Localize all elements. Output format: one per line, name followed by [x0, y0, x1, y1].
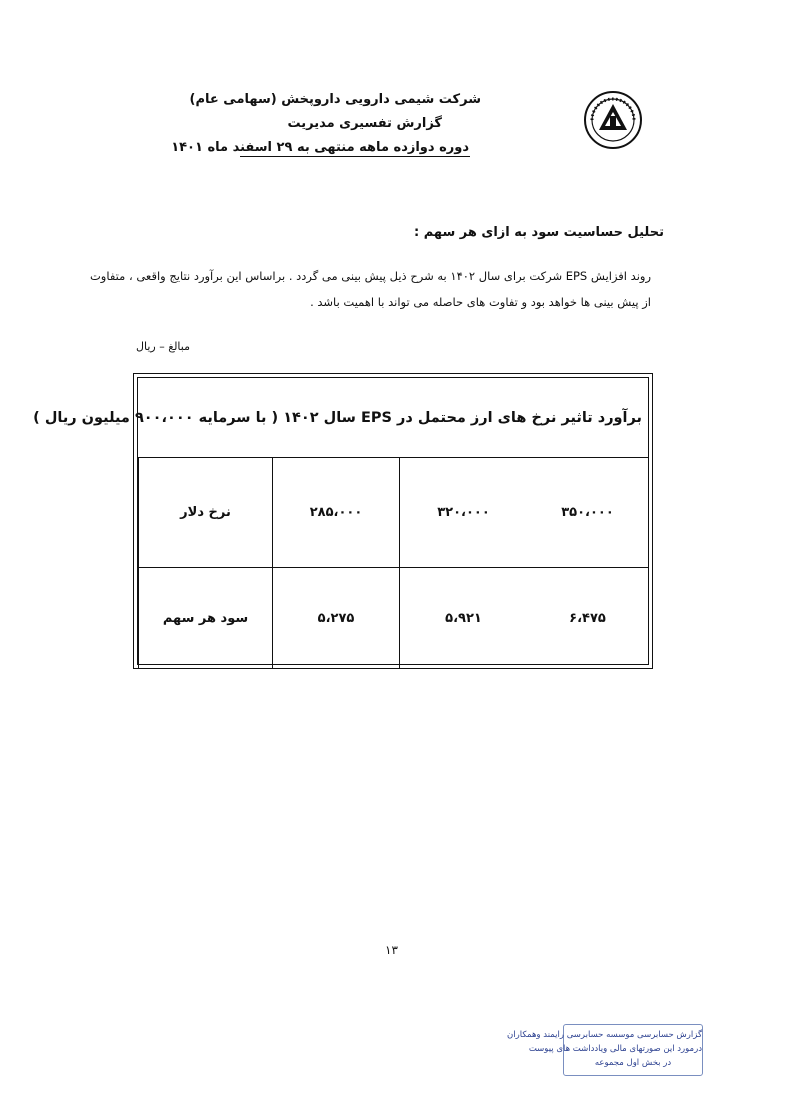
table-row: [138, 458, 648, 568]
stamp-line-2: درمورد این صورتهای مالی ویادداشت های پیوست: [528, 1044, 702, 1054]
table-cell: ۳۲۰،۰۰۰: [399, 458, 527, 567]
paragraph-line-1: روند افزایش EPS شرکت برای سال ۱۴۰۲ به شرح ذیل پیش بینی می گردد . براساس این برآورد نتایج واقعی ، متفاوت: [89, 269, 651, 283]
table-cell: ۶،۴۷۵: [569, 610, 606, 626]
table-cell: ۵،۲۷۵: [272, 568, 399, 668]
table-cell: ۳۵۰،۰۰۰: [561, 505, 614, 520]
page-number: ۱۳: [385, 943, 398, 957]
table-title: برآورد تاثیر نرخ های ارز محتمل در EPS سال ۱۴۰۲ ( با سرمایه ۹۰۰،۰۰۰ میلیون ریال ): [138, 378, 648, 458]
report-period: دوره دوازده ماهه منتهی به ۲۹ اسفند ماه ۱۴۰۱: [171, 140, 469, 155]
table-cell: ۲۸۵،۰۰۰: [272, 458, 399, 567]
table-cell: ۵،۹۲۱: [399, 568, 527, 668]
company-logo-icon: [583, 90, 643, 150]
table-row: [138, 568, 648, 668]
paragraph-line-2: از پیش بینی ها خواهد بود و تفاوت های حاصله می تواند با اهمیت باشد .: [310, 295, 651, 309]
units-label: مبالغ – ریال: [136, 340, 190, 353]
section-title: تحلیل حساسیت سود به ازای هر سهم :: [413, 225, 664, 240]
auditor-stamp: [507, 1024, 703, 1076]
sensitivity-table: [33, 373, 653, 669]
stamp-line-3: در بخش اول مجموعه: [594, 1058, 672, 1068]
period-underline: [240, 156, 470, 157]
stamp-line-1: گزارش حسابرسی موسسه حسابرسی رایمند وهمکاران: [507, 1030, 702, 1040]
row-label-eps: سود هر سهم: [138, 568, 272, 668]
row-label-dollar-rate: نرخ دلار: [138, 458, 272, 567]
company-name: شرکت شیمی دارویی داروپخش (سهامی عام): [189, 92, 481, 107]
report-title: گزارش تفسیری مدیریت: [287, 116, 442, 131]
